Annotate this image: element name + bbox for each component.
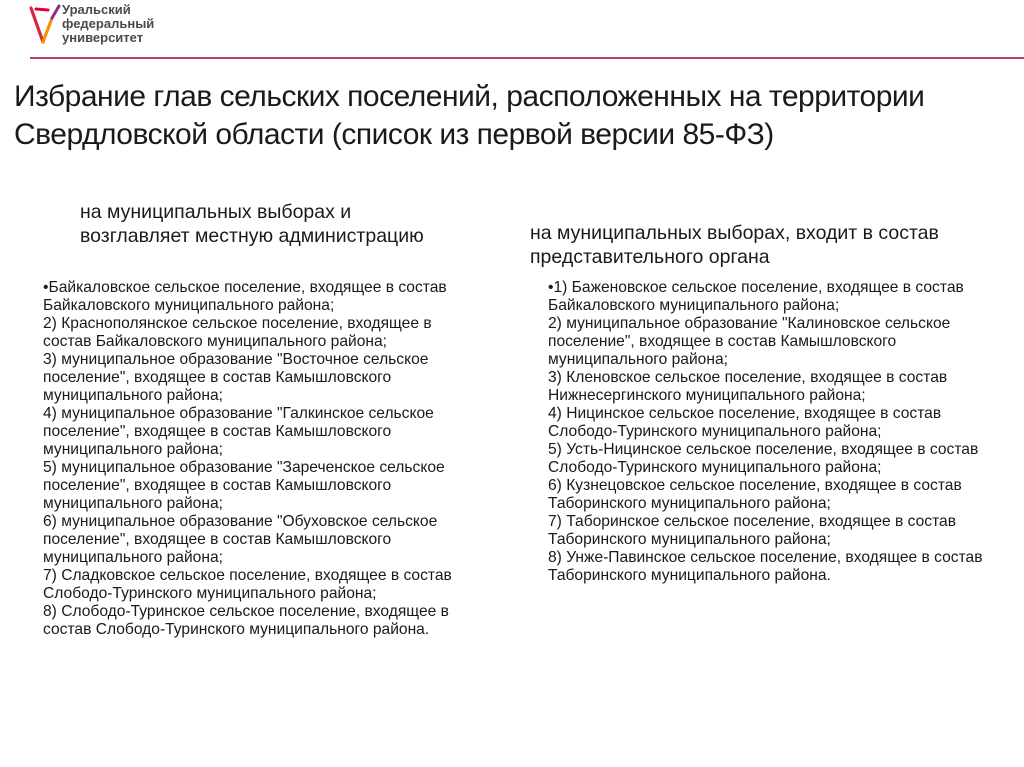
list-item: 8) Унже-Павинское сельское поселение, входящее в состав Таборинского муниципального района. [548,549,983,584]
logo-line: университет [62,30,144,45]
logo-line: федеральный [62,16,155,31]
list-item: 4) муниципальное образование "Галкинское сельское поселение", входящее в состав Камышловского муниципального района; [43,405,434,458]
list-item: 7) Таборинское сельское поселение, входящее в состав Таборинского муниципального района; [548,513,957,548]
header [0,0,1024,58]
header-divider [30,57,1024,59]
list-item: 3) Кленовское сельское поселение, входящее в состав Нижнесергинского муниципального района; [548,369,948,404]
list-item: 6) Кузнецовское сельское поселение, входящее в состав Таборинского муниципального района; [548,477,962,512]
list-item: 8) Слободо-Туринское сельское поселение, входящее в состав Слободо-Туринского муниципального района. [43,603,449,638]
right-column-list [548,279,988,585]
list-item: •Байкаловское сельское поселение, входящее в состав Байкаловского муниципального района; [43,279,447,314]
right-column-heading: на муниципальных выборах, входит в состав представительного органа [530,222,939,268]
list-item: 3) муниципальное образование "Восточное сельское поселение", входящее в состав Камышловского муниципального района; [43,351,429,404]
urfu-logo-icon [28,4,62,48]
slide-title: Избрание глав сельских поселений, расположенных на территории Свердловской области (список из первой версии 85-ФЗ) [14,80,925,151]
list-item: •1) Баженовское сельское поселение, входящее в состав Байкаловского муниципального района; [548,279,964,314]
list-item: 5) муниципальное образование "Зареченское сельское поселение", входящее в состав Камышловского муниципального района; [43,459,445,512]
list-item: 5) Усть-Ницинское сельское поселение, входящее в состав Слободо-Туринского муниципального района; [548,441,979,476]
list-item: 7) Сладковское сельское поселение, входящее в состав Слободо-Туринского муниципального района; [43,567,452,602]
list-item: 2) муниципальное образование "Калиновское сельское поселение", входящее в состав Камышловского муниципального района; [548,315,951,368]
list-item: 4) Ницинское сельское поселение, входящее в состав Слободо-Туринского муниципального района; [548,405,942,440]
left-column-list [43,279,483,639]
list-item: 2) Краснополянское сельское поселение, входящее в состав Байкаловского муниципального района; [43,315,432,350]
university-name [62,3,154,45]
left-column-heading: на муниципальных выборах и возглавляет местную администрацию [80,201,424,247]
list-item: 6) муниципальное образование "Обуховское сельское поселение", входящее в состав Камышловского муниципального района; [43,513,438,566]
logo-line: Уральский [62,2,131,17]
